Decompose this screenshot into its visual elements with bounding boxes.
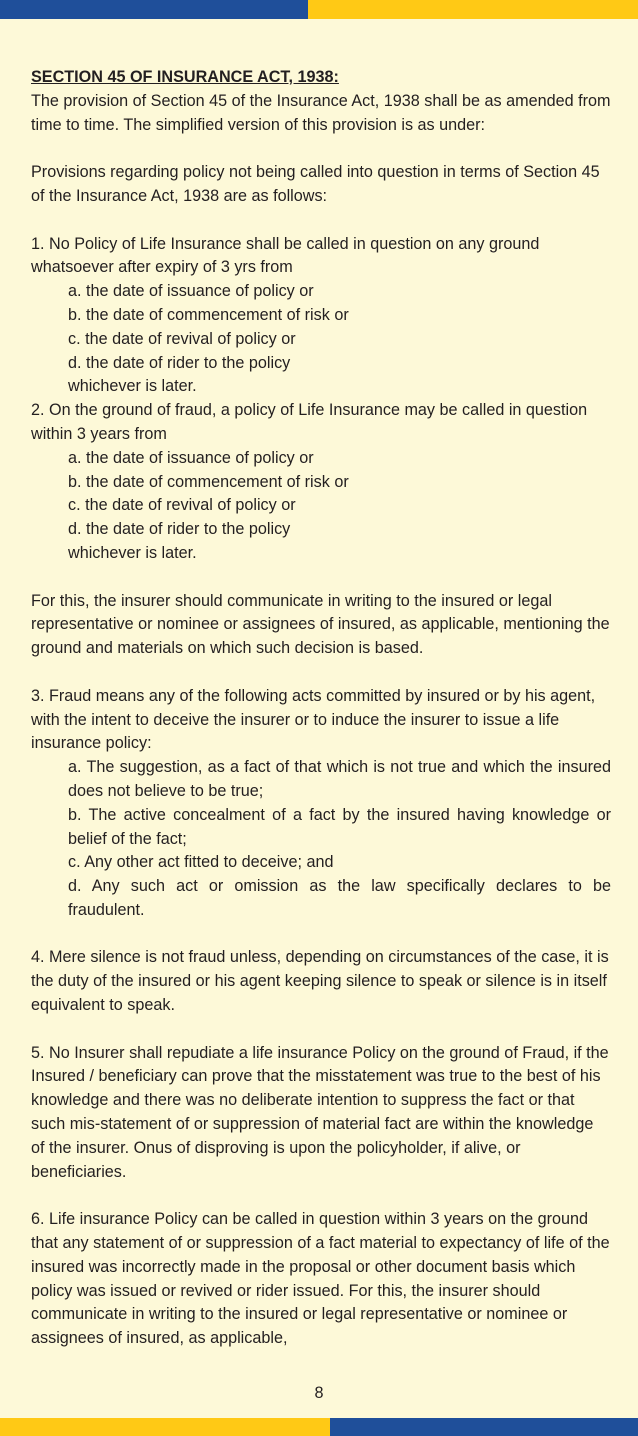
communicate-paragraph: For this, the insurer should communicate in writing to the insured or legal representative or nominee or assignees of insured, as applicable, mentioning the ground and materials on which such decision is based.	[31, 591, 610, 658]
item-5-text: 5. No Insurer shall repudiate a life insurance Policy on the ground of Fraud, if the Insured / beneficiary can prove that the misstatement was true to the best of his knowledge and there was no deliberate intention to suppress the fact or that such mis-statement of or suppression of material fact are within the knowledge of the insurer. Onus of disproving is upon the policyholder, if alive, or beneficiaries.	[31, 1043, 609, 1181]
top-blue-bar	[0, 0, 308, 19]
provisions-intro: Provisions regarding policy not being called into question in terms of Section 45 of the Insurance Act, 1938 are as follows:	[31, 163, 600, 205]
item-1-d: d. the date of rider to the policy	[68, 353, 291, 372]
spacer	[31, 566, 611, 590]
intro-paragraph: The provision of Section 45 of the Insurance Act, 1938 shall be as amended from time to time. The simplified version of this provision is as under:	[31, 91, 611, 134]
item-1-c: c. the date of revival of policy or	[68, 329, 296, 348]
item-2-c: c. the date of revival of policy or	[68, 496, 296, 515]
spacer	[31, 1184, 611, 1208]
item-3-b: b. The active concealment of a fact by the insured having knowledge or belief of the fact;	[68, 805, 611, 848]
item-2-a: a. the date of issuance of policy or	[68, 448, 314, 467]
spacer	[31, 923, 611, 947]
item-1-whichever: whichever is later.	[68, 377, 197, 396]
spacer	[31, 209, 611, 233]
page-number: 8	[314, 1384, 324, 1402]
section-heading: SECTION 45 OF INSURANCE ACT, 1938:	[31, 68, 339, 86]
item-2-whichever: whichever is later.	[68, 543, 197, 562]
item-3-text: 3. Fraud means any of the following acts committed by insured or by his agent, with the intent to deceive the insurer or to induce the insurer to issue a life insurance policy:	[31, 686, 596, 753]
item-2-text: 2. On the ground of fraud, a policy of Life Insurance may be called in question within 3 years from	[31, 401, 588, 443]
item-1-text: 1. No Policy of Life Insurance shall be called in question on any ground whatsoever after expiry of 3 yrs from	[31, 234, 540, 277]
bottom-yellow-bar	[0, 1418, 330, 1436]
item-1-b: b. the date of commencement of risk or	[68, 305, 349, 324]
item-2-d: d. the date of rider to the policy	[68, 520, 291, 539]
document-body	[31, 66, 611, 1351]
item-1-a: a. the date of issuance of policy or	[68, 282, 314, 301]
item-2-b: b. the date of commencement of risk or	[68, 472, 349, 491]
item-3-d: d. Any such act or omission as the law specifically declares to be fraudulent.	[68, 877, 611, 919]
item-3-a: a. The suggestion, as a fact of that which is not true and which the insured does not believe to be true;	[68, 758, 611, 800]
item-4-text: 4. Mere silence is not fraud unless, depending on circumstances of the case, it is the duty of the insured or his agent keeping silence to speak or silence is in itself equivalent to speak.	[31, 948, 609, 1015]
spacer	[31, 661, 611, 685]
item-3-c: c. Any other act fitted to deceive; and	[68, 853, 334, 872]
top-yellow-bar	[308, 0, 638, 19]
spacer	[31, 1018, 611, 1042]
bottom-blue-bar	[330, 1418, 638, 1436]
item-6-text: 6. Life insurance Policy can be called in question within 3 years on the ground that any statement of or suppression of a fact material to expectancy of life of the insured was incorrectly made in the proposal or other document basis which policy was issued or revived or rider issued. For this, the insurer should communicate in writing to the insured or legal representative or nominee or assignees of insured, as applicable,	[31, 1210, 610, 1348]
spacer	[31, 137, 611, 161]
